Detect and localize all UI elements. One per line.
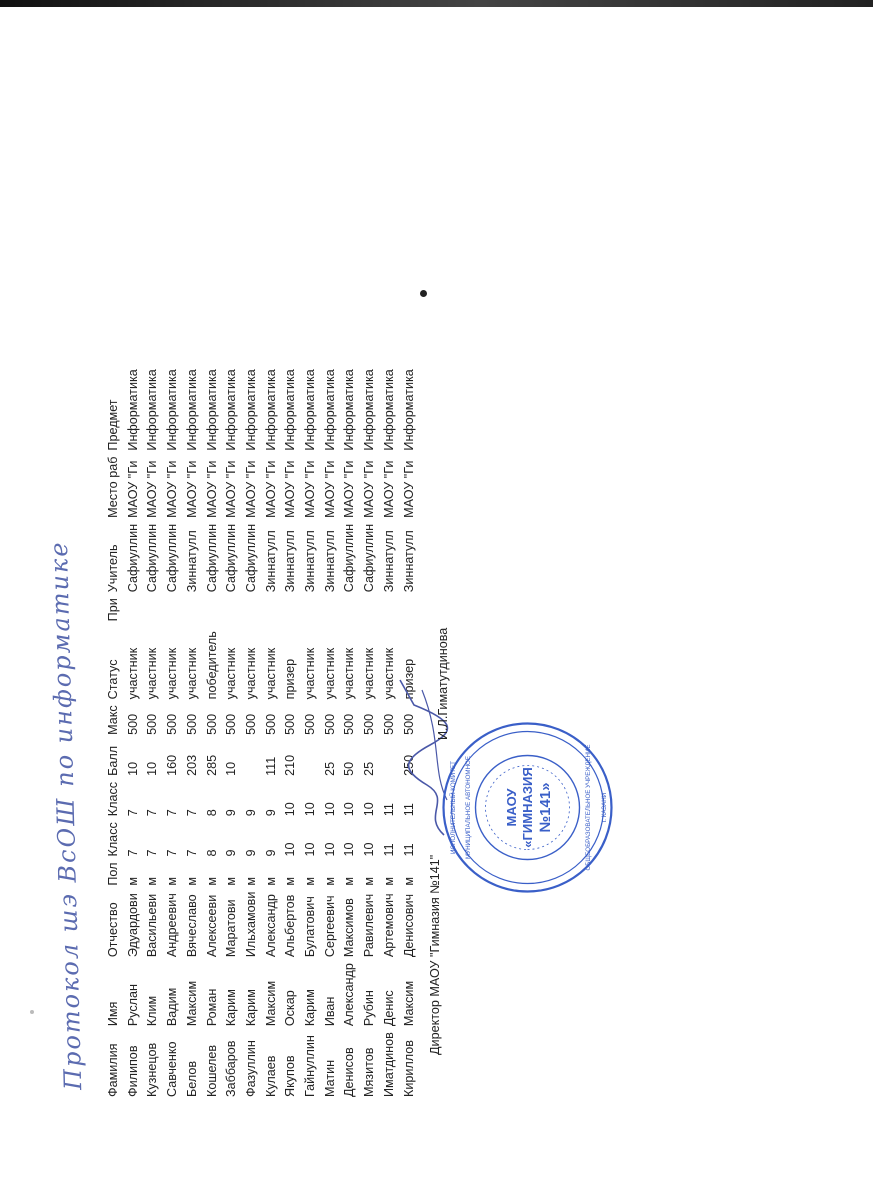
table-cell: участник <box>263 647 278 700</box>
column-header: Место раб <box>106 456 120 518</box>
svg-text:г. КАЗАНИ: г. КАЗАНИ <box>601 792 608 823</box>
table-cell: 9 <box>263 809 278 817</box>
table-cell: Оскар <box>283 990 298 1027</box>
table-cell: 500 <box>224 713 239 735</box>
table-cell: Зиннатулл <box>263 530 278 593</box>
table-cell: Матин <box>322 1059 337 1097</box>
table-cell: участник <box>322 647 337 700</box>
table-cell: Иван <box>322 996 337 1027</box>
table-row <box>163 366 183 1100</box>
column-header: Отчество <box>106 902 120 958</box>
handwritten-title: Протокол шэ ВсОШ по информатике <box>44 540 88 1091</box>
table-cell: Сафиуллин <box>125 523 140 593</box>
table-cell: Сафиуллин <box>342 523 357 593</box>
table-cell: МАОУ "Ги <box>362 460 377 518</box>
table-cell: МАОУ "Ги <box>165 460 180 518</box>
table-cell: участник <box>381 647 396 700</box>
table-cell: МАОУ "Ги <box>145 460 160 518</box>
table-cell: 10 <box>303 842 318 857</box>
table-cell: 160 <box>165 754 180 776</box>
table-cell: 10 <box>342 802 357 817</box>
table-cell: м <box>243 876 258 886</box>
table-cell: Информатика <box>204 369 219 451</box>
table-cell <box>340 595 360 624</box>
table-row <box>143 366 163 1100</box>
column-header: Класс <box>106 781 120 817</box>
table-cell: м <box>125 876 140 886</box>
table-cell: 500 <box>303 713 318 735</box>
table-cell: Андреевич <box>165 893 180 958</box>
table-cell: Информатика <box>243 369 258 451</box>
table-cell: 500 <box>322 713 337 735</box>
table-cell: Кулаев <box>263 1055 278 1097</box>
table-cell: Ильхамови <box>243 891 258 958</box>
table-cell: Информатика <box>322 369 337 451</box>
table-cell: 500 <box>145 713 160 735</box>
table-cell: Зиннатулл <box>184 530 199 593</box>
table-cell: м <box>283 876 298 886</box>
column-header: Предмет <box>106 399 120 451</box>
table-row <box>301 366 321 1100</box>
table-cell: участник <box>165 647 180 700</box>
table-cell: 10 <box>322 802 337 817</box>
table-cell: Сафиуллин <box>145 523 160 593</box>
table-cell: 10 <box>224 761 239 776</box>
table-cell: участник <box>362 647 377 700</box>
table-cell: Информатика <box>342 369 357 451</box>
table-cell: Зиннатулл <box>381 530 396 593</box>
svg-text:ОБЩЕОБРАЗОВАТЕЛЬНОЕ УЧРЕЖДЕНИЕ: ОБЩЕОБРАЗОВАТЕЛЬНОЕ УЧРЕЖДЕНИЕ <box>585 744 592 871</box>
table-cell: м <box>401 876 416 886</box>
table-cell: м <box>165 876 180 886</box>
table-cell: Информатика <box>303 369 318 451</box>
table-cell <box>301 595 321 624</box>
table-cell: 500 <box>362 713 377 735</box>
table-cell: 7 <box>184 849 199 857</box>
table-cell: м <box>145 876 160 886</box>
column-header: Пол <box>106 862 120 886</box>
table-header-row <box>104 366 124 1100</box>
table-cell: 210 <box>283 754 298 776</box>
table-row <box>360 366 380 1100</box>
table-cell: призер <box>283 658 298 700</box>
table-cell <box>124 595 144 624</box>
table-cell: Клим <box>145 995 160 1027</box>
table-cell: 500 <box>342 713 357 735</box>
table-cell: 9 <box>263 849 278 857</box>
table-cell: 10 <box>283 842 298 857</box>
table-cell: 7 <box>125 849 140 857</box>
table-cell <box>143 595 163 624</box>
table-cell: Маратови <box>224 899 239 958</box>
table-body <box>124 366 420 1100</box>
table-cell: 9 <box>224 849 239 857</box>
svg-text:МАОУ: МАОУ <box>504 788 519 827</box>
table-row <box>203 366 223 1100</box>
table-cell <box>400 595 420 624</box>
table-cell: Кошелев <box>204 1044 219 1097</box>
table-cell <box>380 595 400 624</box>
table-cell: 10 <box>322 842 337 857</box>
table-cell: победитель <box>204 631 219 700</box>
table-cell: 10 <box>362 802 377 817</box>
table-cell: Сергеевич <box>322 895 337 958</box>
table-cell: Гайнуллин <box>303 1035 318 1097</box>
table-cell: МАОУ "Ги <box>283 460 298 518</box>
table-row <box>183 366 203 1100</box>
table-cell: 500 <box>184 713 199 735</box>
table-cell: м <box>263 876 278 886</box>
table-cell: Кириллов <box>401 1040 416 1097</box>
table-cell: Руслан <box>125 984 140 1027</box>
table-cell: участник <box>224 647 239 700</box>
table-cell: Информатика <box>224 369 239 451</box>
table-cell: Фазуллин <box>243 1040 258 1097</box>
column-header: Имя <box>106 1001 120 1027</box>
column-header: Статус <box>106 659 120 700</box>
table-cell: 7 <box>125 809 140 817</box>
table-cell: Белов <box>184 1060 199 1097</box>
table-cell: 25 <box>362 761 377 776</box>
director-name: И.Л.Гиматутдинова <box>436 627 450 740</box>
table-cell: МАОУ "Ги <box>204 460 219 518</box>
table-cell: Информатика <box>145 369 160 451</box>
column-header: При <box>106 598 120 622</box>
table-cell: 500 <box>381 713 396 735</box>
table-cell: Зиннатулл <box>303 530 318 593</box>
table-cell: участник <box>303 647 318 700</box>
official-stamp <box>440 720 615 895</box>
table-cell: 203 <box>184 754 199 776</box>
table-cell: МАОУ "Ги <box>125 460 140 518</box>
table-row <box>321 366 341 1100</box>
table-cell: Рубин <box>362 990 377 1027</box>
table-cell: 500 <box>283 713 298 735</box>
table-cell: Зиннатулл <box>401 530 416 593</box>
table-cell <box>222 595 242 624</box>
column-header: Фамилия <box>106 1043 120 1097</box>
svg-text:ИСПОЛНИТЕЛЬНЫЙ КОМИТЕТ: ИСПОЛНИТЕЛЬНЫЙ КОМИТЕТ <box>450 761 457 854</box>
table-cell: МАОУ "Ги <box>224 460 239 518</box>
table-cell: м <box>303 876 318 886</box>
table-row <box>262 366 282 1100</box>
table-cell: Информатика <box>125 369 140 451</box>
table-cell: Сафиуллин <box>165 523 180 593</box>
table-cell: 111 <box>263 756 278 776</box>
table-cell: Карим <box>224 989 239 1027</box>
table-cell: Алексееви <box>204 894 219 958</box>
table-cell: Денисов <box>342 1047 357 1097</box>
table-cell: Информатика <box>263 369 278 451</box>
table-cell: Эдуардови <box>125 893 140 958</box>
table-cell: Александр <box>263 894 278 958</box>
table-cell: Булатович <box>303 896 318 958</box>
table-cell: 10 <box>283 802 298 817</box>
table-cell: 285 <box>204 754 219 776</box>
table-cell: Зиннатулл <box>322 530 337 593</box>
table-cell: 7 <box>165 849 180 857</box>
table-cell: м <box>204 876 219 886</box>
table-cell: 9 <box>243 849 258 857</box>
svg-text:МУНИЦИПАЛЬНОЕ АВТОНОМНОЕ: МУНИЦИПАЛЬНОЕ АВТОНОМНОЕ <box>465 756 472 859</box>
table-cell: Мязитов <box>362 1047 377 1097</box>
table-cell: 10 <box>145 761 160 776</box>
table-cell: Вадим <box>165 987 180 1027</box>
director-label: Директор МАОУ "Гимназия №141" <box>428 854 442 1055</box>
table-row <box>124 366 144 1100</box>
table-cell: Вячеславо <box>184 894 199 958</box>
table-cell: 7 <box>145 849 160 857</box>
table-cell: Иматдинов <box>381 1032 396 1097</box>
table-cell: МАОУ "Ги <box>243 460 258 518</box>
table-cell: м <box>224 876 239 886</box>
table-cell: Информатика <box>362 369 377 451</box>
table-cell: 11 <box>401 843 416 857</box>
table-cell: Карим <box>243 989 258 1027</box>
table-cell: МАОУ "Ги <box>342 460 357 518</box>
table-cell: 500 <box>243 713 258 735</box>
table-cell <box>281 595 301 624</box>
table-cell: 500 <box>125 713 140 735</box>
table-cell: Информатика <box>401 369 416 451</box>
table-cell: 8 <box>204 849 219 857</box>
table-cell: 10 <box>362 842 377 857</box>
column-header: Класс <box>106 822 120 857</box>
svg-text:№141»: №141» <box>537 782 554 833</box>
table-cell: Заббаров <box>224 1040 239 1097</box>
table-cell: Максим <box>184 980 199 1027</box>
table-cell: 25 <box>322 761 337 776</box>
column-header: Балл <box>106 745 120 776</box>
table-cell: Равилевич <box>362 893 377 958</box>
table-cell: м <box>381 876 396 886</box>
table-cell: Максим <box>401 980 416 1027</box>
table-cell: м <box>342 876 357 886</box>
table-cell <box>203 595 223 624</box>
table-cell: МАОУ "Ги <box>263 460 278 518</box>
table-cell <box>262 595 282 624</box>
table-cell: м <box>184 876 199 886</box>
table-cell: 500 <box>165 713 180 735</box>
table-cell <box>301 738 321 779</box>
table-cell: Филипов <box>125 1045 140 1097</box>
table-cell: 10 <box>125 761 140 776</box>
table-cell <box>321 595 341 624</box>
table-cell: Информатика <box>381 369 396 451</box>
table-cell: МАОУ "Ги <box>322 460 337 518</box>
table-cell: Александр <box>342 963 357 1027</box>
results-table <box>104 366 419 1100</box>
table-cell: м <box>322 876 337 886</box>
table-cell: МАОУ "Ги <box>184 460 199 518</box>
table-cell: 7 <box>184 809 199 817</box>
table-cell: Сафиуллин <box>243 523 258 593</box>
table-cell: 500 <box>401 713 416 735</box>
table-cell: Роман <box>204 988 219 1027</box>
svg-text:«ГИМНАЗИЯ: «ГИМНАЗИЯ <box>520 767 535 848</box>
table-cell: 8 <box>204 809 219 817</box>
table-cell <box>360 595 380 624</box>
table-cell: 500 <box>263 713 278 735</box>
table-cell: участник <box>243 647 258 700</box>
table-row <box>242 366 262 1100</box>
table-cell: Сафиуллин <box>204 523 219 593</box>
table-cell: Карим <box>303 989 318 1027</box>
table-cell: 10 <box>303 802 318 817</box>
table-cell: участник <box>145 647 160 700</box>
table-cell: 11 <box>381 803 396 817</box>
table-cell: Васильеви <box>145 893 160 958</box>
table-cell <box>163 595 183 624</box>
table-cell: МАОУ "Ги <box>401 460 416 518</box>
table-cell: Денис <box>381 990 396 1027</box>
table-cell: Альбертов <box>283 894 298 958</box>
column-header: Учитель <box>106 544 120 593</box>
table-cell: 250 <box>401 754 416 776</box>
table-row <box>340 366 360 1100</box>
column-header: Макс <box>106 705 120 735</box>
table-row <box>281 366 301 1100</box>
table-cell: 10 <box>342 842 357 857</box>
table-cell: Информатика <box>165 369 180 451</box>
table-cell: 500 <box>204 713 219 735</box>
table-cell: 11 <box>381 843 396 857</box>
table-cell: участник <box>184 647 199 700</box>
table-cell: 7 <box>145 809 160 817</box>
table-cell: Кузнецов <box>145 1042 160 1097</box>
table-row <box>222 366 242 1100</box>
table-cell: Максимов <box>342 898 357 958</box>
table-cell: Информатика <box>184 369 199 451</box>
table-cell <box>242 738 262 779</box>
table-cell: Денисович <box>401 893 416 958</box>
table-cell: м <box>362 876 377 886</box>
table-cell: Сафиуллин <box>362 523 377 593</box>
table-cell <box>183 595 203 624</box>
table-cell: Артемович <box>381 893 396 958</box>
table-cell: участник <box>342 647 357 700</box>
table-cell: Якупов <box>283 1055 298 1097</box>
table-cell: МАОУ "Ги <box>381 460 396 518</box>
table-cell: Сафиуллин <box>224 523 239 593</box>
table-cell <box>242 595 262 624</box>
table-cell: 50 <box>342 761 357 776</box>
table-cell: Максим <box>263 980 278 1027</box>
table-cell: 11 <box>401 803 416 817</box>
table-cell: Информатика <box>283 369 298 451</box>
table-cell: МАОУ "Ги <box>303 460 318 518</box>
table-cell: 9 <box>243 809 258 817</box>
table-cell: Зиннатулл <box>283 530 298 593</box>
table-cell: участник <box>125 647 140 700</box>
table-cell: Савченко <box>165 1041 180 1097</box>
table-cell: 9 <box>224 809 239 817</box>
table-cell: призер <box>401 658 416 700</box>
table-cell: 7 <box>165 809 180 817</box>
